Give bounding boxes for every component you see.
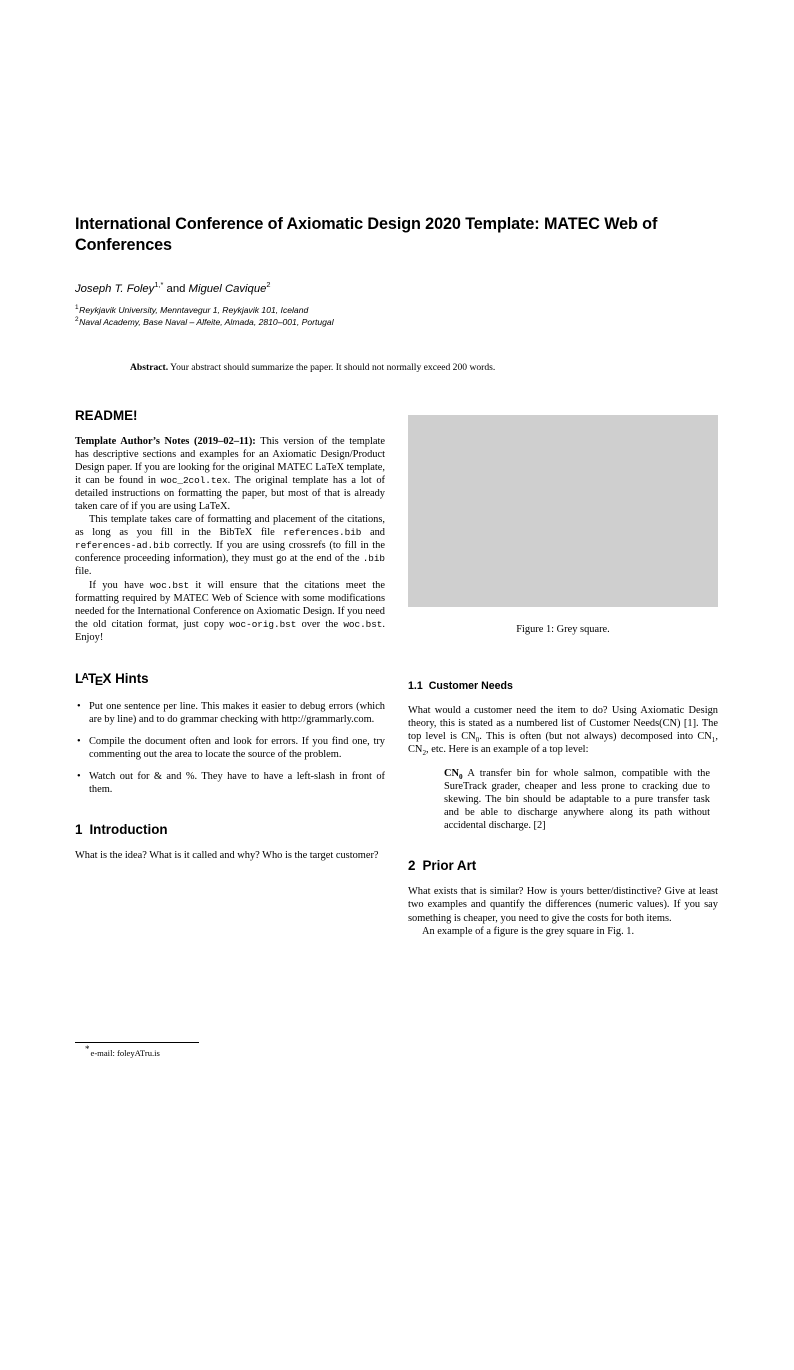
quote-body-text: A transfer bin for whole salmon, compatible with the SureTrack grader, cheaper and less prone to cracking due to skewing. The bin should be adaptable to a pure transfer task and be able to discharge anywhere along its path without accidental discharge. [2] [444,768,710,832]
readme-p1-a: This version of the template has descriptive sections and examples for an Axiomatic Design/Product Design paper. If you are looking for the original MATEC LaTeX template, it can be found in [75,436,385,487]
heading-introduction [75,822,385,838]
figure-caption: Figure 1: Grey square. [516,624,610,635]
code-dot-bib: .bib [362,553,385,565]
heading-customer-needs [408,680,718,693]
customer-need-quote [408,767,718,832]
abstract-label: Abstract. [130,362,169,373]
code-references-bib: references.bib [283,527,362,539]
affiliation-text-2: Naval Academy, Base Naval – Alfeite, Almada, 2810–001, Portugal [79,316,334,327]
right-column [408,680,718,1370]
heading-prior-art [408,858,718,874]
footnote-text [75,1044,385,1059]
abstract-text: Your abstract should summarize the paper. It should not normally exceed 200 words. [168,362,496,373]
readme-paragraph-3 [75,579,385,644]
prior-art-paragraph-2: An example of a figure is the grey square in Fig. 1. [422,925,635,937]
quote-label-subscript: 0 [459,773,463,782]
bullet-glyph: • [77,700,81,712]
section-title-customer-needs: Customer Needs [428,680,513,692]
list-item [75,735,385,761]
affiliation-text-1: Reykjavik University, Menntavegur 1, Reykjavik 101, Iceland [79,305,309,315]
affiliation-1 [75,305,720,317]
latex-logo: $L^ATEX$ [75,670,112,688]
page-title: International Conference of Axiomatic Design 2020 Template: MATEC Web of Conferences [75,215,658,254]
section-number-1-1: 1.1 [408,680,423,692]
hint-text-1: Put one sentence per line. This makes it easier to debug errors (which are by line) and to do grammar checking with http://grammarly.com. [89,700,385,725]
author-conjunction: and [166,283,186,295]
section-number-1: 1 [75,822,83,838]
quote-label: CN [444,768,460,780]
left-column [75,408,385,1048]
latex-hints-list [75,700,385,796]
abstract-block [130,362,666,374]
footnote-block [75,1042,385,1059]
heading-latex-hints-rest: Hints [111,670,149,686]
customer-needs-paragraph [408,704,718,756]
code-woc-2col-tex: woc_2col.tex [160,475,228,487]
bullet-glyph: • [77,771,81,783]
footnote-rule [75,1042,199,1043]
cn-subscript-1: 1 [711,736,716,745]
affiliation-2 [75,317,720,329]
footnote-email: e-mail: foleyATru.is [90,1048,160,1058]
grey-square-image [408,415,718,607]
author-line [75,282,720,296]
readme-p3-c: over the [296,618,344,630]
footnote-star-mark: * [85,1044,90,1055]
code-woc-bst-2: woc.bst [343,618,383,630]
hint-text-2: Compile the document often and look for errors. If you find one, try commenting out the area to locate the source of the problem. [89,735,385,760]
readme-p2-b: and [361,527,385,539]
code-references-ad-bib: references-ad.bib [75,540,170,552]
readme-p2-a: This template takes care of formatting and placement of the citations, as long as you fill in the BibTeX file [75,514,385,539]
prior-art-paragraph-1: What exists that is similar? How is yours better/distinctive? Give at least two examples and quantify the differences (numeric values). If you say something is cheaper, you need to give the costs for both items. [408,886,718,924]
heading-readme: README! [75,408,138,423]
code-woc-orig-bst: woc-orig.bst [229,618,297,630]
introduction-paragraph: What is the idea? What is it called and why? Who is the target customer? [75,850,379,862]
list-item [75,770,385,796]
list-item [75,700,385,726]
cn-text-a: What would a customer need the item to do? Using Axiomatic Design theory, this is stated as a numbered list of Customer Needs(CN) [1]. The top level is CN [408,705,718,743]
readme-p3-d: . Enjoy! [75,618,385,643]
readme-p2-d: file. [75,566,92,578]
cn-subscript-2: 2 [422,749,427,758]
affiliations [75,305,720,328]
readme-paragraph-1 [75,435,385,513]
readme-paragraph-2 [75,513,385,578]
cn-text-d: , etc. Here is an example of a top level: [426,744,589,756]
section-title-prior-art: Prior Art [422,858,477,874]
section-title-introduction: Introduction [89,822,168,838]
hint-text-3: Watch out for & and %. They have to have a left-slash in front of them. [89,771,385,796]
section-number-2: 2 [408,858,416,874]
code-woc-bst: woc.bst [150,579,190,591]
affiliation-mark-1: 1 [75,304,79,312]
readme-p3-b: it will ensure that the citations meet the formatting required by MATEC Web of Science with some modifications needed for the International Conference on Axiomatic Design. If you need the old citation format, just copy [75,579,385,630]
paper-header [75,214,720,328]
cn-text-c: , CN [408,731,718,756]
affiliation-mark-2: 2 [75,315,79,323]
author-name-1: Joseph T. Foley [75,283,155,295]
cn-text-b: . This is often (but not always) decomposed into CN [479,731,712,743]
author-name-2: Miguel Cavique [188,283,267,295]
heading-latex-hints [75,670,385,689]
readme-p1-b: . The original template has a lot of detailed instructions on formatting the paper, but most of that is already taken care of if you are using LaTeX. [75,475,386,513]
bullet-glyph: • [77,735,81,747]
readme-lead-label: Template Author’s Notes (2019–02–11): [75,436,256,447]
figure-1 [408,415,718,636]
readme-p2-c: correctly. If you are using crossrefs (to fill in the conference proceeding information), they must go at the end of the [75,540,385,565]
cn-subscript-0: 0 [475,736,480,745]
readme-p3-a: If you have [89,579,151,591]
author-marks-1: 1,* [154,280,164,290]
author-marks-2: 2 [266,280,271,290]
